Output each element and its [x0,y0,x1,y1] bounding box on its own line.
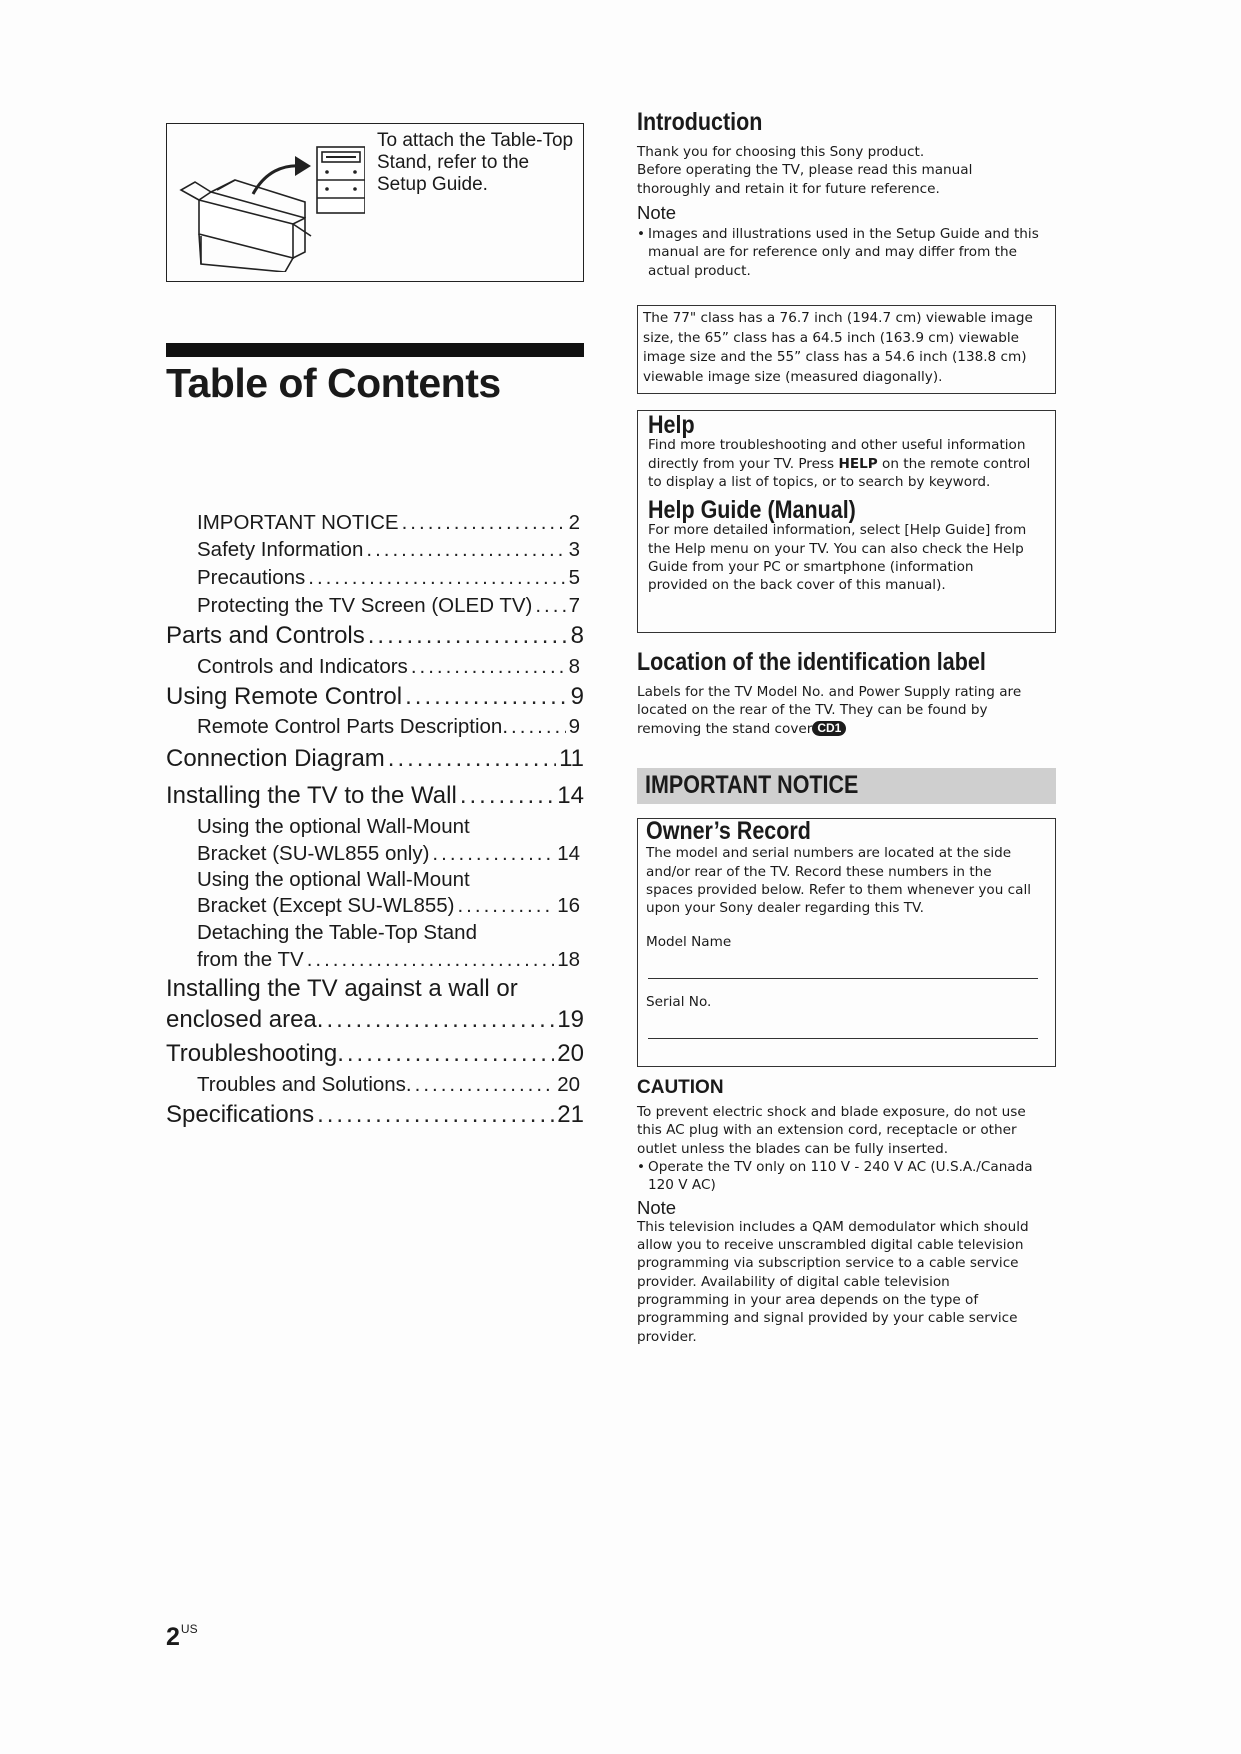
serial-no-line[interactable] [648,1038,1038,1040]
tv-box-and-setup-guide-icon [175,132,365,276]
location-body: Labels for the TV Model No. and Power Supply rating are located on the rear of the TV. They can be found by removing the stand cover CD1 [637,684,1022,737]
toc-entry-wall-mount-su-line1: Using the optional Wall-Mount [197,815,470,838]
model-name-label: Model Name [646,934,732,951]
toc-entry-important-notice[interactable]: IMPORTANT NOTICE ..... 2 [197,511,580,535]
help-line-2: directly from your TV. Press HELP on the remote control [648,455,1031,472]
help-box: Help Find more troubleshooting and other useful information directly from your TV. Press HELP on the remote control to display a list of topics, or to search by keyword. Help Guide (Manual) For more detailed information, select [Help Guide] from the Help menu on your TV. You can also check the Help Guide from your PC or smartphone (information provided on the back cover of this manual). [637,410,1056,633]
toc-entry-detaching-stand[interactable]: from the TV ..... 18 [197,948,580,972]
important-notice-bar [637,768,1056,804]
toc-header-bar [166,343,584,357]
toc-entry-controls-indicators[interactable]: Controls and Indicators ..... 8 [197,655,580,679]
toc-entry-wall-mount-except-line1: Using the optional Wall-Mount [197,868,470,891]
toc-entry-wall-mount-except[interactable]: Bracket (Except SU-WL855) ..... 16 [197,894,580,918]
toc-entry-protecting-screen[interactable]: Protecting the TV Screen (OLED TV) ..... 7 [197,594,580,618]
introduction-note-heading: Note [637,201,677,223]
toc-entry-wall-mount-su[interactable]: Bracket (SU-WL855 only) ..... 14 [197,842,580,866]
toc-entry-connection-diagram[interactable]: Connection Diagram ..... 11 [166,745,584,773]
introduction-note-bullet: • Images and illustrations used in the Setup Guide and this manual are for reference only and may differ from the actual product. [637,226,1039,279]
help-key-label: HELP [838,455,878,472]
help-heading: Help [648,411,695,439]
caution-bullet: • Operate the TV only on 110 V - 240 V AC (U.S.A./Canada 120 V AC) [637,1158,1033,1194]
toc-entry-using-remote[interactable]: Using Remote Control ..... 9 [166,683,584,711]
introduction-body: Thank you for choosing this Sony product. Before operating the TV, please read this manual thoroughly and retain it for future reference. Note • Images and illustrations used in the Setup Guide and this manual are for reference only and may differ from the actual product. [637,143,1057,280]
introduction-heading: Introduction [637,108,763,136]
owners-record-heading: Owner’s Record [646,817,811,845]
toc-entry-specifications[interactable]: Specifications ..... 21 [166,1101,584,1129]
setup-guide-callout [166,123,584,282]
toc-entry-troubles-solutions[interactable]: Troubles and Solutions. ..... 20 [197,1073,580,1097]
owners-record-box: Owner’s Record The model and serial numbers are located at the side and/or rear of the TV. Record these numbers in the spaces provided below. Refer to them whenever you call upon your Sony dealer regarding this TV. Model Name Serial No. [637,818,1056,1067]
toc-entry-parts-and-controls[interactable]: Parts and Controls ..... 8 [166,622,584,650]
toc-entry-detaching-stand-line1: Detaching the Table-Top Stand [197,921,477,944]
caution-body: To prevent electric shock and blade exposure, do not use this AC plug with an extension cord, receptacle or other outlet unless the blades can be fully inserted. • Operate the TV only on 110 V - 240 V AC (U.S.A./Canada 120 V AC) Note This television includes a QAM demodulator which should allow you to receive unscrambled digital cable television programming via subscription service to a cable service provider. Availability of digital cable television programming in your area depends on the type of programming and signal provided by your cable service provider. [637,1103,1057,1346]
toc-entry-troubleshooting[interactable]: Troubleshooting. ..... 20 [166,1040,584,1068]
setup-guide-text: To attach the Table-Top Stand, refer to the Setup Guide. [377,130,574,195]
screen-sizes-box: The 77" class has a 76.7 inch (194.7 cm) viewable image size, the 65” class has a 64.5 inch (163.9 cm) viewable image size and the 55” class has a 54.6 inch (138.8 cm) viewable image size (measured diagonally). [637,305,1056,394]
caution-note-heading: Note [637,1197,677,1219]
page-number: $2^{US}$ [166,1622,198,1651]
toc-entry-installing-wall[interactable]: Installing the TV to the Wall ..... 14 [166,782,584,810]
location-heading: Location of the identification label [637,648,986,676]
caution-heading: CAUTION [637,1077,724,1098]
toc-entry-remote-parts[interactable]: Remote Control Parts Description. ..... 9 [197,715,580,739]
model-name-line[interactable] [648,978,1038,980]
important-notice-label: IMPORTANT NOTICE [645,771,859,799]
toc-entry-against-wall[interactable]: enclosed area. ..... 19 [166,1006,584,1034]
toc-entry-against-wall-line1: Installing the TV against a wall or [166,975,518,1002]
cd1-badge: CD1 [812,721,846,736]
help-guide-heading: Help Guide (Manual) [648,496,856,525]
serial-no-label: Serial No. [646,994,712,1011]
toc-entry-precautions[interactable]: Precautions ..... 5 [197,566,580,590]
toc-entry-safety-information[interactable]: Safety Information ..... 3 [197,538,580,562]
toc-title: Table of Contents [166,360,501,406]
region-code: US [180,1622,198,1636]
